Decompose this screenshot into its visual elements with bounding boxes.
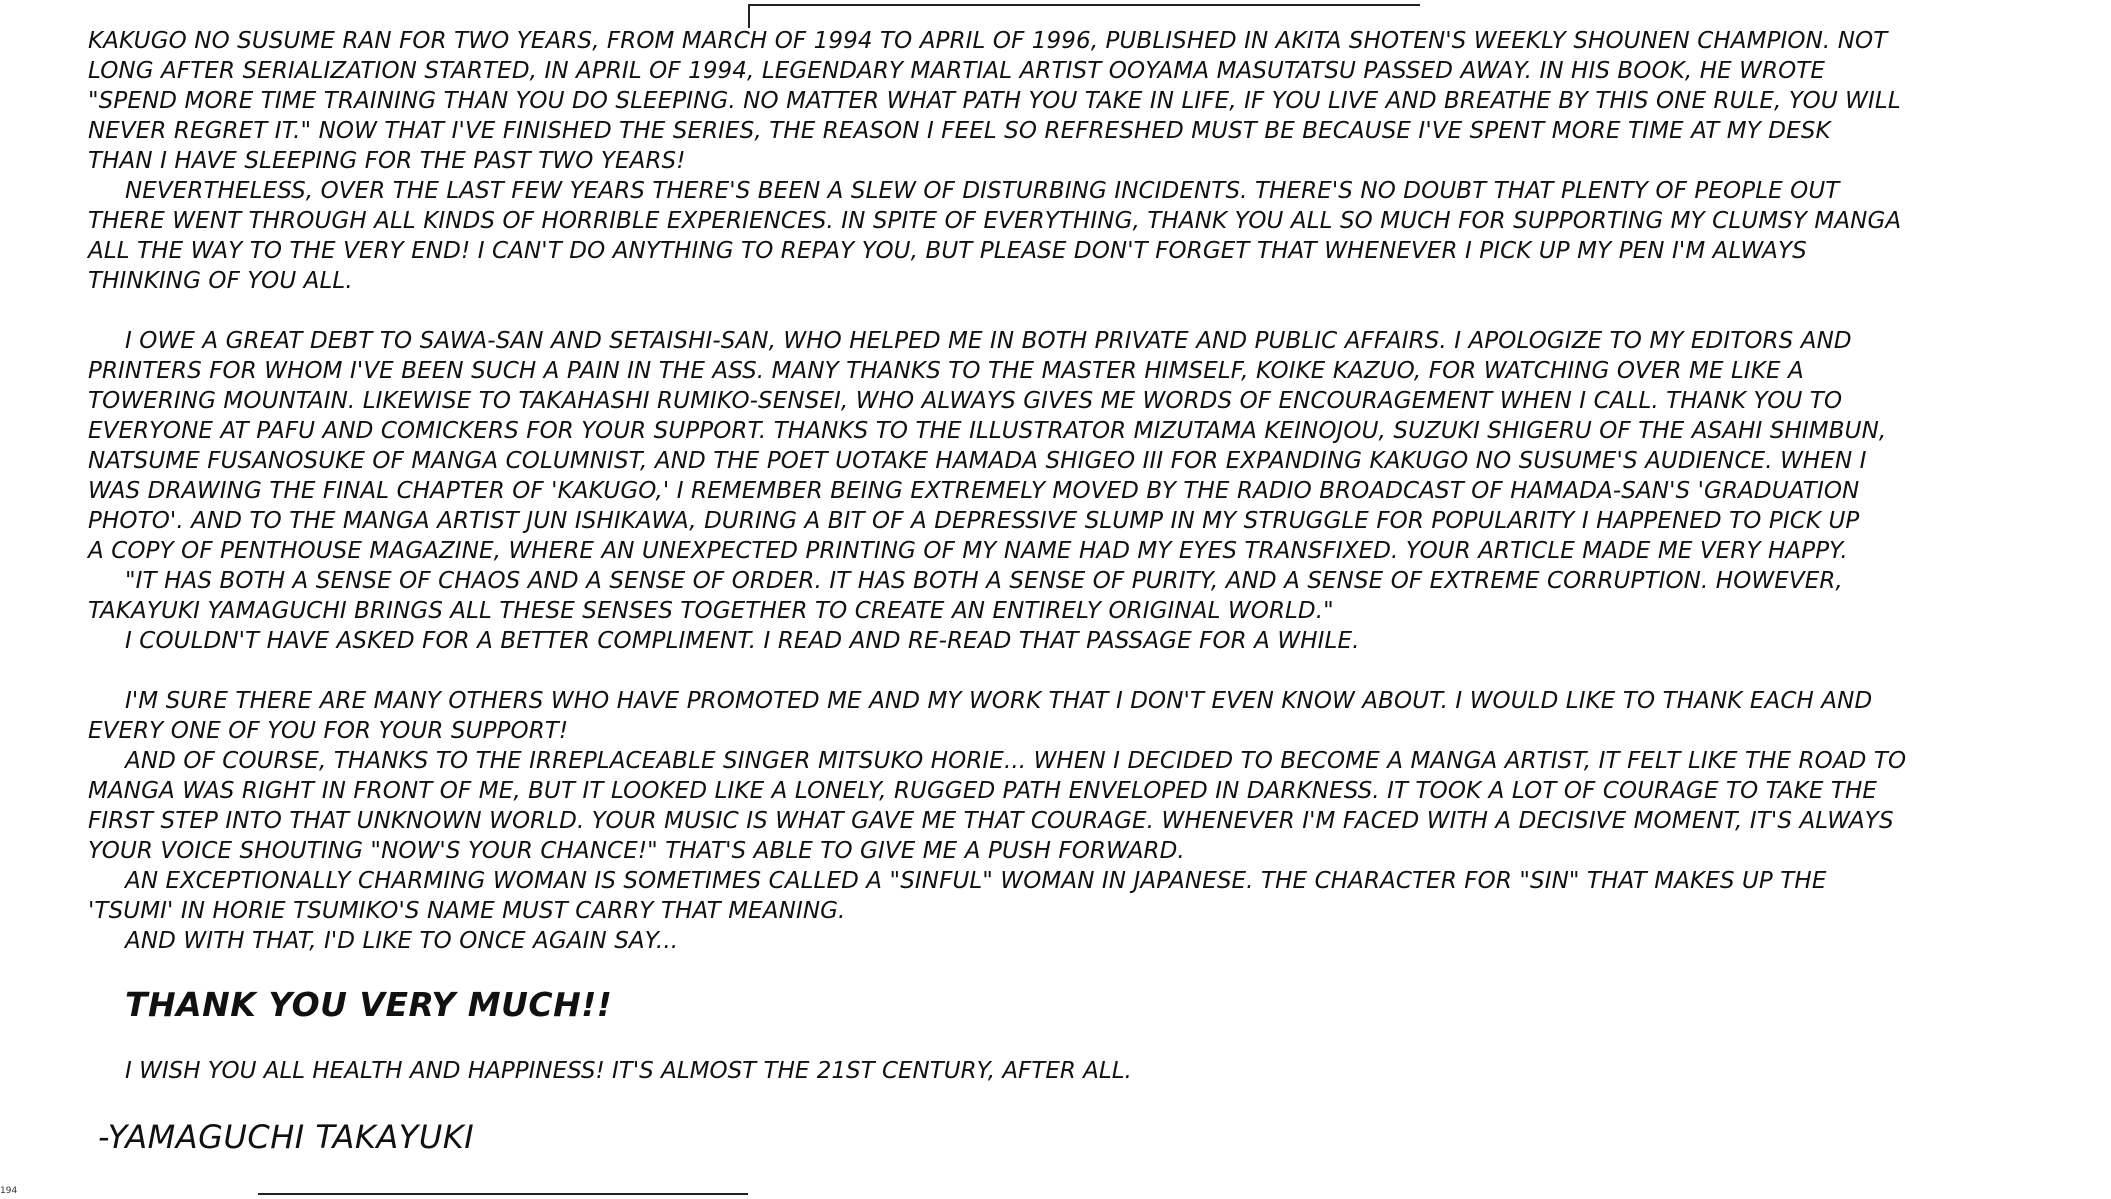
text-line: YOUR VOICE SHOUTING "NOW'S YOUR CHANCE!" THAT'S ABLE TO GIVE ME A PUSH FORWARD.	[88, 838, 1185, 864]
text-line: NEVER REGRET IT." NOW THAT I'VE FINISHED THE SERIES, THE REASON I FEEL SO REFRESHED MUST BE BECAUSE I'VE SPENT MORE TIME AT MY DESK	[88, 118, 1831, 144]
text-line: THINKING OF YOU ALL.	[88, 268, 353, 294]
text-line: WAS DRAWING THE FINAL CHAPTER OF 'KAKUGO,' I REMEMBER BEING EXTREMELY MOVED BY THE RADIO BROADCAST OF HAMADA-SAN'S 'GRADUATION	[88, 478, 1860, 504]
text-line: THERE WENT THROUGH ALL KINDS OF HORRIBLE EXPERIENCES. IN SPITE OF EVERYTHING, THANK YOU ALL SO MUCH FOR SUPPORTING MY CLUMSY MANGA	[88, 208, 1902, 234]
text-line: KAKUGO NO SUSUME RAN FOR TWO YEARS, FROM MARCH OF 1994 TO APRIL OF 1996, PUBLISHED IN AKITA SHOTEN'S WEEKLY SHOUNEN CHAMPION. NOT	[88, 28, 1888, 54]
text-line: NEVERTHELESS, OVER THE LAST FEW YEARS THERE'S BEEN A SLEW OF DISTURBING INCIDENTS. THERE'S NO DOUBT THAT PLENTY OF PEOPLE OUT	[125, 178, 1840, 204]
text-line: "IT HAS BOTH A SENSE OF CHAOS AND A SENSE OF ORDER. IT HAS BOTH A SENSE OF PURITY, AND A SENSE OF EXTREME CORRUPTION. HOWEVER,	[125, 568, 1843, 594]
text-line: PRINTERS FOR WHOM I'VE BEEN SUCH A PAIN IN THE ASS. MANY THANKS TO THE MASTER HIMSELF, KOIKE KAZUO, FOR WATCHING OVER ME LIKE A	[88, 358, 1804, 384]
text-line: AN EXCEPTIONALLY CHARMING WOMAN IS SOMETIMES CALLED A "SINFUL" WOMAN IN JAPANESE. THE CHARACTER FOR "SIN" THAT MAKES UP THE	[125, 868, 1827, 894]
text-line: PHOTO'. AND TO THE MANGA ARTIST JUN ISHIKAWA, DURING A BIT OF A DEPRESSIVE SLUMP IN MY STRUGGLE FOR POPULARITY I HAPPENED TO PICK UP	[88, 508, 1860, 534]
text-line: ALL THE WAY TO THE VERY END! I CAN'T DO ANYTHING TO REPAY YOU, BUT PLEASE DON'T FORGET THAT WHENEVER I PICK UP MY PEN I'M ALWAYS	[88, 238, 1807, 264]
text-line: NATSUME FUSANOSUKE OF MANGA COLUMNIST, AND THE POET UOTAKE HAMADA SHIGEO III FOR EXPANDING KAKUGO NO SUSUME'S AUDIENCE. WHEN I	[88, 448, 1867, 474]
text-line: EVERYONE AT PAFU AND COMICKERS FOR YOUR SUPPORT. THANKS TO THE ILLUSTRATOR MIZUTAMA KEINOJOU, SUZUKI SHIGERU OF THE ASAHI SHIMBUN,	[88, 418, 1887, 444]
top-border-tick	[748, 4, 750, 28]
text-line: I OWE A GREAT DEBT TO SAWA-SAN AND SETAISHI-SAN, WHO HELPED ME IN BOTH PRIVATE AND PUBLIC AFFAIRS. I APOLOGIZE TO MY EDITORS AND	[125, 328, 1852, 354]
text-line: "SPEND MORE TIME TRAINING THAN YOU DO SLEEPING. NO MATTER WHAT PATH YOU TAKE IN LIFE, IF YOU LIVE AND BREATHE BY THIS ONE RULE, YOU WILL	[88, 88, 1901, 114]
text-line: EVERY ONE OF YOU FOR YOUR SUPPORT!	[88, 718, 569, 744]
text-line: THAN I HAVE SLEEPING FOR THE PAST TWO YEARS!	[88, 148, 686, 174]
author-signature: -YAMAGUCHI TAKAYUKI	[98, 1118, 475, 1156]
paragraph-gap	[88, 296, 2088, 326]
afterword-body	[88, 26, 2088, 956]
text-line: I COULDN'T HAVE ASKED FOR A BETTER COMPLIMENT. I READ AND RE-READ THAT PASSAGE FOR A WHILE.	[125, 628, 1360, 654]
paragraph-gap	[88, 656, 2088, 686]
text-line: LONG AFTER SERIALIZATION STARTED, IN APRIL OF 1994, LEGENDARY MARTIAL ARTIST OOYAMA MASUTATSU PASSED AWAY. IN HIS BOOK, HE WROTE	[88, 58, 1826, 84]
top-border-line	[748, 4, 1420, 6]
thank-you-heading: THANK YOU VERY MUCH!!	[125, 985, 613, 1024]
text-line: A COPY OF PENTHOUSE MAGAZINE, WHERE AN UNEXPECTED PRINTING OF MY NAME HAD MY EYES TRANSFIXED. YOUR ARTICLE MADE ME VERY HAPPY.	[88, 538, 1848, 564]
text-line: AND WITH THAT, I'D LIKE TO ONCE AGAIN SAY...	[125, 928, 679, 954]
text-line: TAKAYUKI YAMAGUCHI BRINGS ALL THESE SENSES TOGETHER TO CREATE AN ENTIRELY ORIGINAL WORLD."	[88, 598, 1334, 624]
text-line: MANGA WAS RIGHT IN FRONT OF ME, BUT IT LOOKED LIKE A LONELY, RUGGED PATH ENVELOPED IN DARKNESS. IT TOOK A LOT OF COURAGE TO TAKE THE	[88, 778, 1878, 804]
bottom-border-line	[258, 1193, 748, 1195]
text-line: FIRST STEP INTO THAT UNKNOWN WORLD. YOUR MUSIC IS WHAT GAVE ME THAT COURAGE. WHENEVER I'M FACED WITH A DECISIVE MOMENT, IT'S ALWAYS	[88, 808, 1894, 834]
text-line: TOWERING MOUNTAIN. LIKEWISE TO TAKAHASHI RUMIKO-SENSEI, WHO ALWAYS GIVES ME WORDS OF ENCOURAGEMENT WHEN I CALL. THANK YOU TO	[88, 388, 1843, 414]
text-line: 'TSUMI' IN HORIE TSUMIKO'S NAME MUST CARRY THAT MEANING.	[88, 898, 846, 924]
closing-wish: I WISH YOU ALL HEALTH AND HAPPINESS! IT'S ALMOST THE 21ST CENTURY, AFTER ALL.	[125, 1058, 1132, 1084]
text-line: I'M SURE THERE ARE MANY OTHERS WHO HAVE PROMOTED ME AND MY WORK THAT I DON'T EVEN KNOW ABOUT. I WOULD LIKE TO THANK EACH AND	[125, 688, 1873, 714]
page-number: 194	[0, 1186, 18, 1196]
text-line: AND OF COURSE, THANKS TO THE IRREPLACEABLE SINGER MITSUKO HORIE... WHEN I DECIDED TO BECOME A MANGA ARTIST, IT FELT LIKE THE ROAD TO	[125, 748, 1907, 774]
